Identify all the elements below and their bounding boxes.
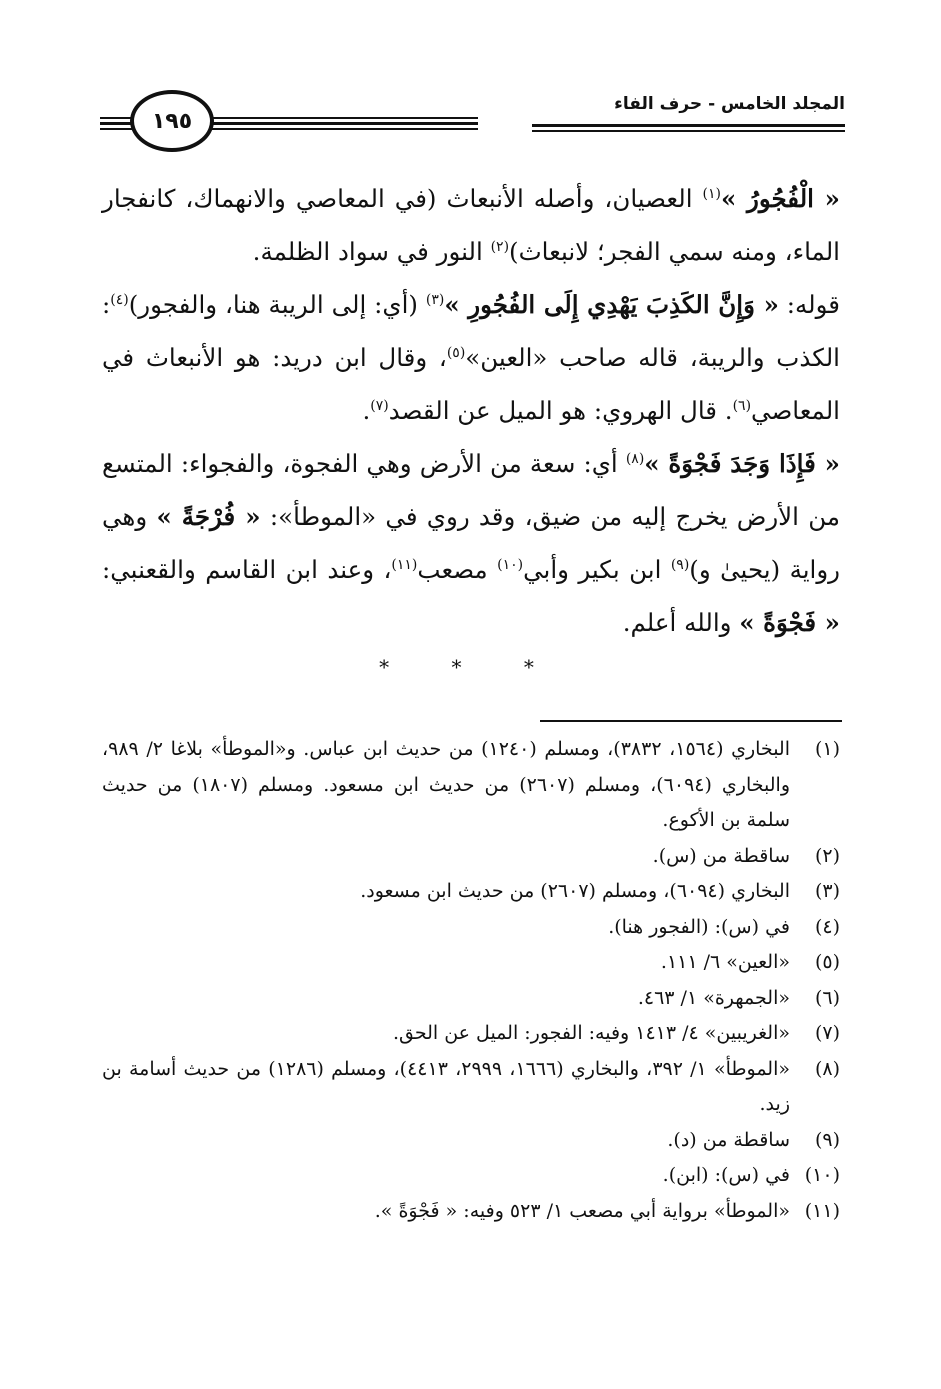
footnote-ref[interactable]: (٨) bbox=[625, 450, 645, 467]
footnote-ref[interactable]: (٥) bbox=[446, 344, 466, 361]
footnote-item bbox=[102, 732, 840, 839]
footnote-ref[interactable]: (٦) bbox=[732, 397, 752, 414]
footnote-item bbox=[102, 910, 840, 946]
footnote-ref[interactable]: (١٠) bbox=[497, 556, 524, 573]
footnotes bbox=[102, 732, 840, 1229]
footnote-number: (٥) bbox=[814, 951, 840, 973]
footnote-item bbox=[102, 1158, 840, 1194]
footnote-text: ساقطة من (س). bbox=[652, 844, 790, 867]
footnote-number: (١١) bbox=[804, 1199, 840, 1222]
footnote-ref[interactable]: (٣) bbox=[425, 291, 445, 308]
footnote-text: البخاري (١٥٦٤، ٣٨٣٢)، ومسلم (١٢٤٠) من حديث ابن عباس. و«الموطأ» بلاغا ٢/ ٩٨٩، والبخاري (٦٠٩٤)، ومسلم (٢٦٠٧) من حديث ابن مسعود. ومسلم (١٨٠٧) من حديث سلمة بن الأكوع. bbox=[102, 738, 790, 831]
running-header bbox=[100, 90, 845, 160]
footnote-item bbox=[102, 981, 840, 1017]
paragraph-text: قوله: bbox=[778, 290, 841, 319]
section-separator: * * * bbox=[379, 655, 562, 679]
footnote-item bbox=[102, 839, 840, 875]
footnote-number: (٤) bbox=[814, 915, 840, 938]
paragraph-text: والله أعلم. bbox=[622, 608, 740, 637]
entry-body bbox=[102, 172, 840, 649]
footnote-item bbox=[102, 945, 840, 981]
paragraph-text: . قال الهروي: هو الميل عن القصد bbox=[388, 396, 733, 425]
footnote-number: (٦) bbox=[814, 986, 840, 1009]
header-rule bbox=[532, 130, 845, 132]
hadith-quote: « وَإِنَّ الكَذِبَ يَهْدِي إِلَى الفُجُورِ » bbox=[444, 290, 779, 319]
footnote-number: (٢) bbox=[814, 844, 840, 867]
paragraph-hadith-kadhib bbox=[102, 278, 840, 437]
page-number: ١٩٥ bbox=[151, 108, 193, 134]
footnote-text: في (س): (الفجور هنا). bbox=[608, 915, 790, 938]
footnote-item bbox=[102, 1194, 840, 1230]
footnote-ref[interactable]: (١) bbox=[702, 185, 721, 202]
footnote-number: (١) bbox=[814, 738, 840, 760]
footnote-item bbox=[102, 1052, 840, 1123]
paragraph-text: النور في سواد الظلمة. bbox=[252, 237, 491, 266]
page-number-badge bbox=[130, 90, 214, 152]
footnote-text: ساقطة من (د). bbox=[667, 1128, 790, 1151]
paragraph-text: العصيان، وأصله الأنبعاث (في المعاصي والانهماك، كانفجار الماء، ومنه سمي الفجر؛ لانبعاث) bbox=[102, 184, 840, 266]
footnote-ref[interactable]: (٢) bbox=[490, 238, 510, 255]
footnote-text: «الموطأ» برواية أبي مصعب ١/ ٥٢٣ وفيه: « فَجْوَةً ». bbox=[374, 1199, 790, 1222]
footnote-item bbox=[102, 874, 840, 910]
paragraph-fajwa bbox=[102, 437, 840, 649]
footnote-ref[interactable]: (٧) bbox=[370, 397, 389, 414]
footnote-text: «الموطأ» ١/ ٣٩٢، والبخاري (١٦٦٦، ٢٩٩٩، ٤٤١٣)، ومسلم (١٢٨٦) من حديث أسامة بن زيد. bbox=[102, 1057, 790, 1115]
footnote-ref[interactable]: (٩) bbox=[670, 556, 690, 573]
paragraph-text: وهي رواية (يحيىٰ و) bbox=[102, 502, 841, 584]
paragraph-text: . bbox=[362, 396, 371, 425]
footnote-text: البخاري (٦٠٩٤)، ومسلم (٢٦٠٧) من حديث ابن مسعود. bbox=[360, 880, 790, 902]
footnote-text: «الغريبين» ٤/ ١٤١٣ وفيه: الفجور: الميل عن الحق. bbox=[392, 1022, 790, 1044]
paragraph-fujur bbox=[102, 172, 840, 278]
header-rule bbox=[532, 124, 845, 127]
paragraph-text: ابن بكير وأبي bbox=[523, 555, 671, 584]
footnote-number: (٣) bbox=[814, 880, 840, 902]
paragraph-text: أي: سعة من الأرض وهي الفجوة، والفجواء: المتسع من الأرض يخرج إليه من ضيق، وقد روي في «الموطأ»: bbox=[102, 449, 840, 531]
footnote-number: (٩) bbox=[814, 1128, 840, 1151]
variant-quote: « فَجْوَةً » bbox=[739, 608, 840, 637]
footnote-ref[interactable]: (١١) bbox=[391, 556, 418, 573]
footnote-ref[interactable]: (٤) bbox=[110, 291, 129, 308]
footnote-item bbox=[102, 1016, 840, 1052]
headword: « الْفُجُورُ » bbox=[720, 184, 840, 213]
hadith-quote: « فَإِذَا وَجَدَ فَجْوَةً » bbox=[644, 449, 840, 478]
paragraph-text: ، وقال ابن دريد: هو الأنبعاث في المعاصي bbox=[102, 343, 840, 425]
paragraph-text: (أي: إلى الريبة هنا، والفجور) bbox=[128, 290, 426, 319]
footnote-number: (٧) bbox=[814, 1022, 840, 1044]
footnote-divider bbox=[540, 720, 842, 722]
variant-quote: « فُرْجَةً » bbox=[156, 502, 261, 531]
paragraph-text: ، وعند ابن القاسم والقعنبي: bbox=[102, 555, 392, 584]
paragraph-text: : الكذب والريبة، قاله صاحب «العين» bbox=[102, 290, 840, 372]
footnote-item bbox=[102, 1123, 840, 1159]
footnote-text: في (س): (ابن). bbox=[662, 1164, 790, 1186]
volume-chapter-title: المجلد الخامس - حرف الفاء bbox=[614, 94, 845, 114]
footnote-number: (٨) bbox=[814, 1057, 840, 1080]
footnote-text: «الجمهرة» ١/ ٤٦٣. bbox=[637, 986, 790, 1009]
paragraph-text: مصعب bbox=[417, 555, 498, 584]
footnote-number: (١٠) bbox=[804, 1164, 840, 1186]
footnote-text: «العين» ٦/ ١١١. bbox=[660, 951, 790, 973]
